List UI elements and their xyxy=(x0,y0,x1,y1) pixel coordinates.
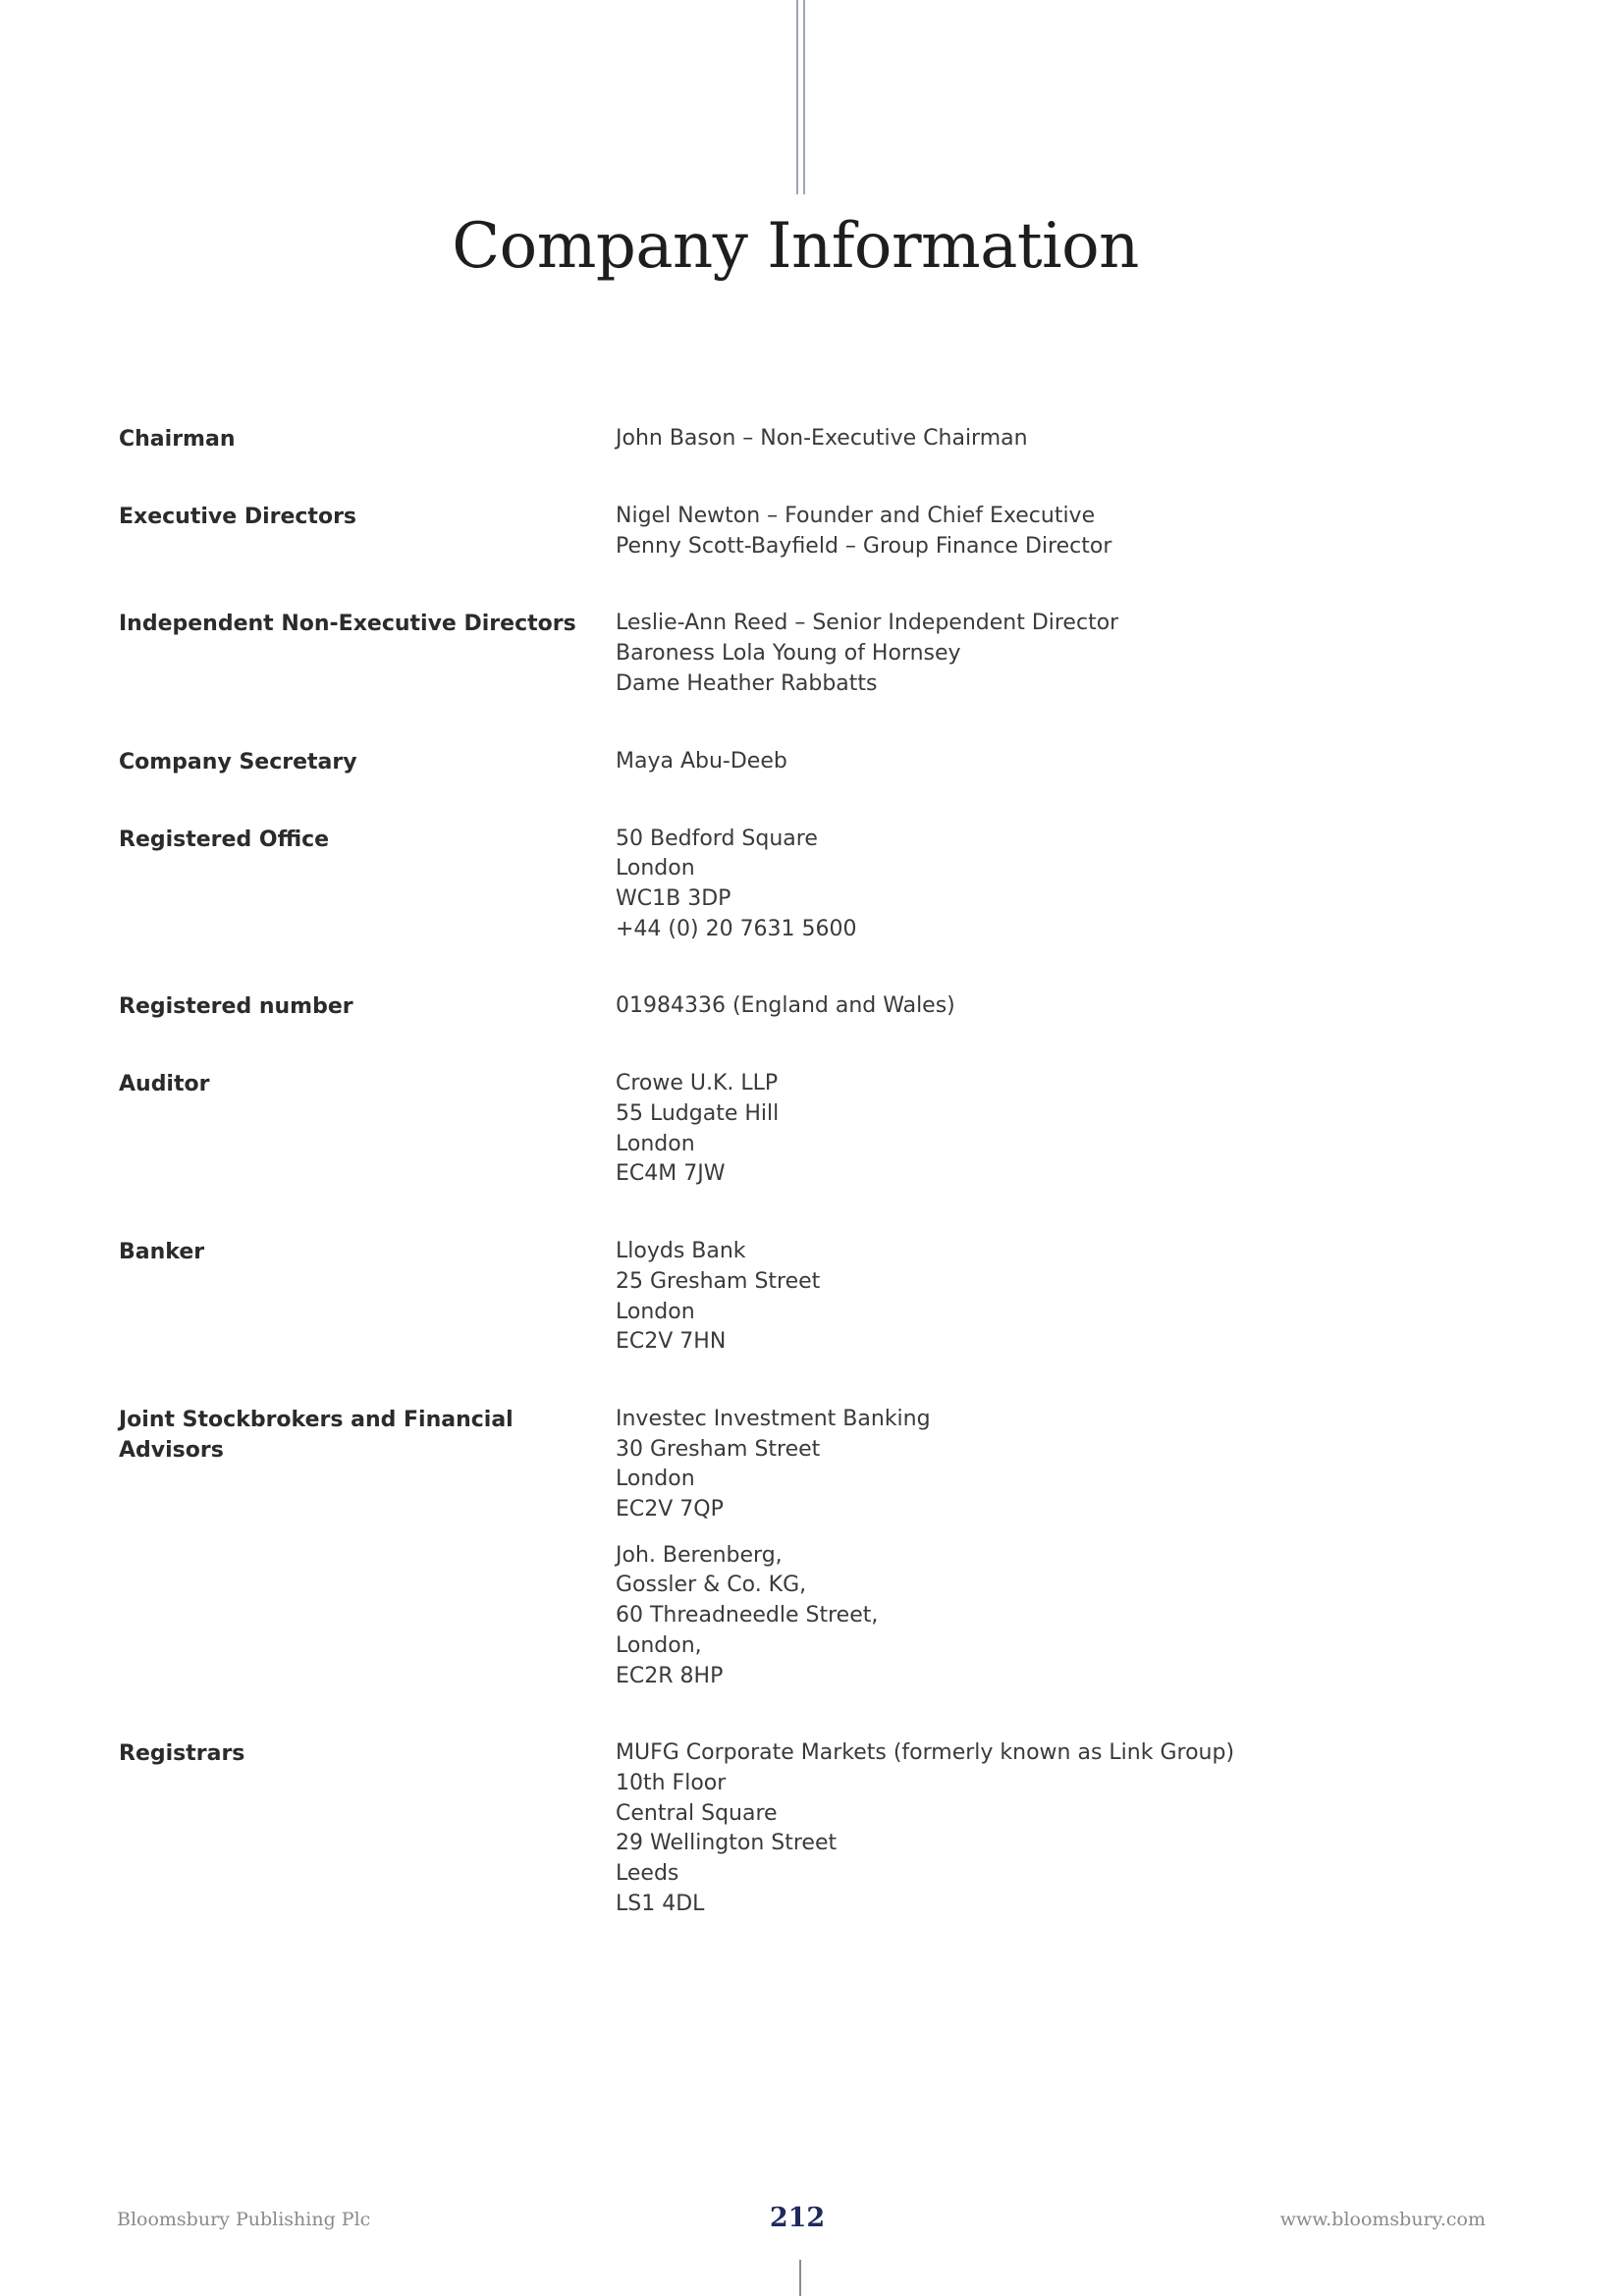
info-label: Executive Directors xyxy=(119,505,357,529)
info-label: Auditor xyxy=(119,1072,210,1097)
info-value-line: EC2V 7HN xyxy=(616,1329,727,1355)
info-values xyxy=(616,1405,1480,1691)
info-value-line: Crowe U.K. LLP xyxy=(616,1071,779,1096)
info-values xyxy=(616,609,1480,699)
info-row xyxy=(119,502,1493,561)
info-values xyxy=(616,825,1480,945)
info-value-block xyxy=(616,502,1480,561)
info-label: Banker xyxy=(119,1240,205,1265)
info-value-line: Investec Investment Banking xyxy=(616,1406,931,1431)
info-value-line: 29 Wellington Street xyxy=(616,1831,838,1856)
info-value-line: 25 Gresham Street xyxy=(616,1268,821,1294)
info-value-line: Lloyds Bank xyxy=(616,1239,746,1264)
bottom-decorative-rule xyxy=(799,2260,801,2296)
info-value-line: EC4M 7JW xyxy=(616,1161,726,1187)
info-row xyxy=(119,1405,1493,1691)
info-values xyxy=(616,991,1480,1022)
info-value-line: Maya Abu-Deeb xyxy=(616,748,787,774)
info-values xyxy=(616,1069,1480,1190)
info-value-line: Leeds xyxy=(616,1861,679,1887)
page-title: Company Information xyxy=(452,210,1139,283)
info-row xyxy=(119,825,1493,945)
info-value-block xyxy=(616,747,1480,777)
footer-company-name: Bloomsbury Publishing Plc xyxy=(117,2209,371,2230)
info-value-line: Baroness Lola Young of Hornsey xyxy=(616,641,961,667)
info-value-line: +44 (0) 20 7631 5600 xyxy=(616,916,857,941)
footer-website: www.bloomsbury.com xyxy=(1279,2209,1486,2230)
info-value-line: EC2R 8HP xyxy=(616,1663,724,1688)
info-value-line: Dame Heather Rabbatts xyxy=(616,670,878,696)
info-label: Registrars xyxy=(119,1741,245,1767)
info-values xyxy=(616,1738,1480,1919)
info-value-line: 01984336 (England and Wales) xyxy=(616,993,955,1019)
info-value-line: Leslie-Ann Reed – Senior Independent Director xyxy=(616,611,1119,636)
info-value-block xyxy=(616,1541,1480,1692)
info-row xyxy=(119,424,1493,454)
info-value-line: LS1 4DL xyxy=(616,1891,705,1916)
info-row xyxy=(119,747,1493,777)
info-value-line: London xyxy=(616,856,695,881)
info-value-line: 55 Ludgate Hill xyxy=(616,1101,780,1127)
info-row xyxy=(119,1237,1493,1358)
info-value-line: Gossler & Co. KG, xyxy=(616,1573,807,1598)
info-value-block xyxy=(616,1405,1480,1525)
top-decorative-rule xyxy=(796,0,805,194)
company-info-list xyxy=(119,424,1493,1967)
info-value-line: 10th Floor xyxy=(616,1770,727,1795)
info-values xyxy=(616,1237,1480,1358)
info-value-line: London, xyxy=(616,1632,702,1658)
info-value-line: Penny Scott-Bayfield – Group Finance Director xyxy=(616,533,1112,559)
info-value-line: 30 Gresham Street xyxy=(616,1436,821,1462)
info-values xyxy=(616,502,1480,561)
info-value-block xyxy=(616,424,1480,454)
page-number: 212 xyxy=(769,2203,826,2233)
info-value-block xyxy=(616,1069,1480,1190)
info-label: Company Secretary xyxy=(119,749,357,774)
info-value-line: MUFG Corporate Markets (formerly known as Link Group) xyxy=(616,1740,1235,1766)
page-footer xyxy=(0,2203,1624,2238)
info-value-line: John Bason – Non-Executive Chairman xyxy=(616,426,1028,451)
info-row xyxy=(119,609,1493,699)
info-values xyxy=(616,747,1480,777)
info-row xyxy=(119,1069,1493,1190)
info-value-line: London xyxy=(616,1131,695,1156)
info-value-line: 50 Bedford Square xyxy=(616,826,818,851)
info-value-block xyxy=(616,825,1480,945)
info-label: Chairman xyxy=(119,427,236,452)
info-value-block xyxy=(616,991,1480,1022)
info-value-block xyxy=(616,1738,1480,1919)
info-label: Independent Non-Executive Directors xyxy=(119,612,576,637)
info-row xyxy=(119,1738,1493,1919)
info-value-line: Nigel Newton – Founder and Chief Executive xyxy=(616,504,1096,528)
info-label: Registered number xyxy=(119,994,353,1020)
info-value-line: WC1B 3DP xyxy=(616,885,731,911)
info-value-line: EC2V 7QP xyxy=(616,1497,724,1522)
info-value-line: London xyxy=(616,1467,695,1492)
info-values xyxy=(616,424,1480,454)
info-value-block xyxy=(616,1237,1480,1358)
info-value-line: 60 Threadneedle Street, xyxy=(616,1603,879,1629)
info-label: Joint Stockbrokers and Financial Advisors xyxy=(119,1407,514,1463)
info-value-line: Central Square xyxy=(616,1800,778,1826)
info-value-line: London xyxy=(616,1299,695,1324)
info-label: Registered Office xyxy=(119,827,330,852)
info-value-block xyxy=(616,609,1480,699)
info-value-line: Joh. Berenberg, xyxy=(616,1542,783,1568)
info-row xyxy=(119,991,1493,1022)
